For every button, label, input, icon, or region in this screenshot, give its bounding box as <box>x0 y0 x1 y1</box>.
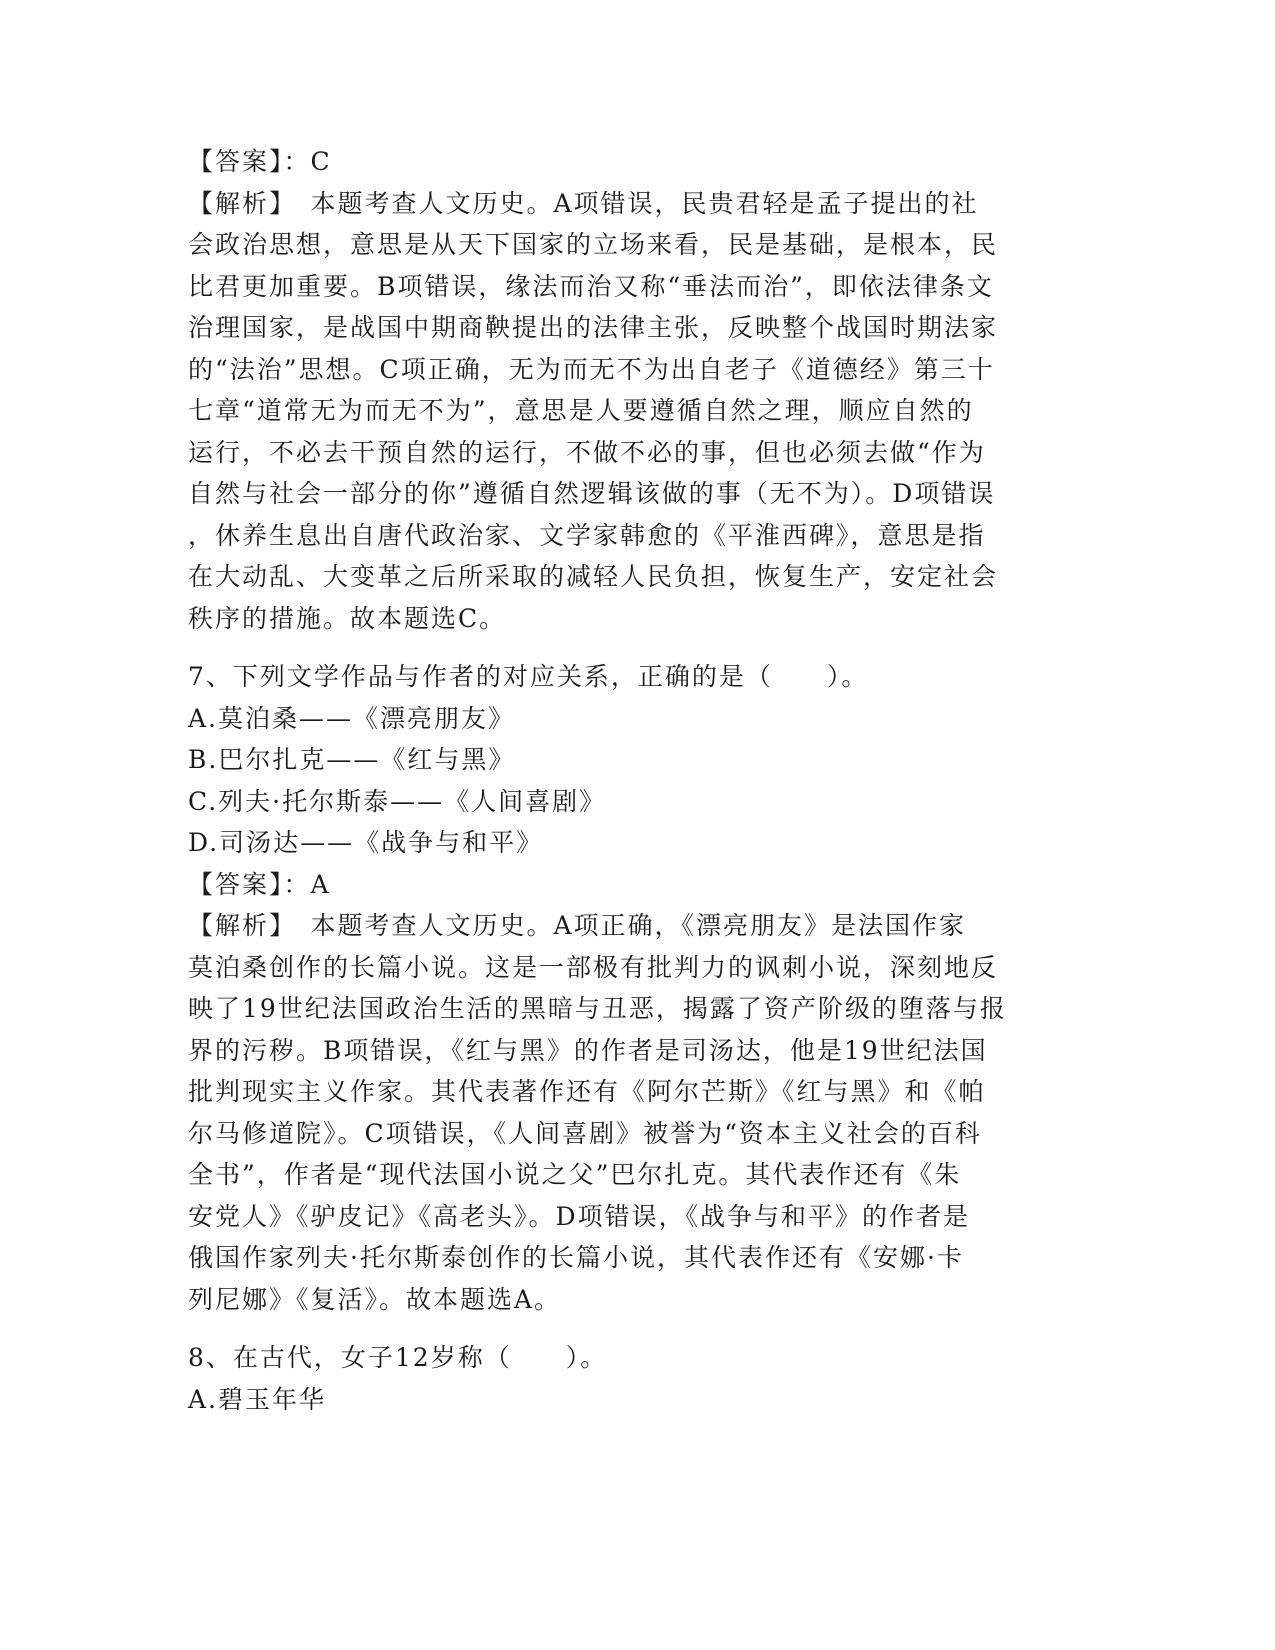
q7-explanation-line: 全书”，作者是“现代法国小说之父”巴尔扎克。其代表作还有《朱 <box>188 1160 962 1189</box>
q7-explanation-line: 列尼娜》《复活》。故本题选A。 <box>188 1284 562 1314</box>
q7-section <box>188 656 1088 1320</box>
q6-section <box>188 141 1088 639</box>
q7-explanation-line: 安党人》《驴皮记》《高老头》。D项错误，《战争与和平》的作者是 <box>188 1201 971 1231</box>
q8-section <box>188 1337 1088 1420</box>
q7-explanation-line: 尔马修道院》。C项错误，《人间喜剧》被誉为“资本主义社会的百科 <box>188 1118 982 1148</box>
q6-explanation-line: 【解析】 本题考查人文历史。A项错误，民贵君轻是孟子提出的社 <box>188 188 979 218</box>
q6-explanation-line: 会政治思想，意思是从天下国家的立场来看，民是基础，是根本，民 <box>188 230 999 259</box>
q7-option-c: C.列夫·托尔斯泰——《人间喜剧》 <box>188 786 607 816</box>
q6-explanation-line: 在大动乱、大变革之后所采取的减轻人民负担，恢复生产，安定社会 <box>188 562 999 591</box>
q6-explanation-line: 运行，不必去干预自然的运行，不做不必的事，但也必须去做“作为 <box>188 437 986 467</box>
q6-answer: 【答案】：C <box>188 147 332 176</box>
q7-explanation-line: 莫泊桑创作的长篇小说。这是一部极有批判力的讽刺小说，深刻地反 <box>188 952 999 982</box>
q7-explanation-line: 映了19世纪法国政治生活的黑暗与丑恶，揭露了资产阶级的堕落与报 <box>188 994 1007 1023</box>
q6-explanation-line: 比君更加重要。B项错误，缘法而治又称“垂法而治”，即依法律条文 <box>188 271 994 301</box>
q8-question: 8、在古代，女子12岁称（ ）。 <box>188 1343 608 1372</box>
q7-option-a: A.莫泊桑——《漂亮朋友》 <box>188 703 516 733</box>
q6-explanation-line: ，休养生息出自唐代政治家、文学家韩愈的《平淮西碑》，意思是指 <box>188 520 986 550</box>
q7-explanation-line: 【解析】 本题考查人文历史。A项正确，《漂亮朋友》是法国作家 <box>188 911 967 940</box>
q7-option-b: B.巴尔扎克——《红与黑》 <box>188 745 516 774</box>
q6-explanation-line: 自然与社会一部分的你”遵循自然逻辑该做的事（无不为）。D项错误 <box>188 479 996 508</box>
q6-explanation-line: 治理国家，是战国中期商鞅提出的法律主张，反映整个战国时期法家 <box>188 313 999 342</box>
q7-explanation-line: 俄国作家列夫·托尔斯泰创作的长篇小说，其代表作还有《安娜·卡 <box>188 1243 964 1272</box>
q6-explanation-line: 七章“道常无为而无不为”，意思是人要遵循自然之理，顺应自然的 <box>188 396 974 425</box>
q6-explanation-line: 的“法治”思想。C项正确，无为而无不为出自老子《道德经》第三十 <box>188 354 995 384</box>
q7-question: 7、下列文学作品与作者的对应关系，正确的是（ ）。 <box>188 662 869 691</box>
q8-option-a: A.碧玉年华 <box>188 1384 327 1414</box>
q6-explanation-line: 秩序的措施。故本题选C。 <box>188 603 507 633</box>
q7-option-d: D.司汤达——《战争与和平》 <box>188 828 544 857</box>
q7-explanation-line: 批判现实主义作家。其代表著作还有《阿尔芒斯》《红与黑》和《帕 <box>188 1077 986 1106</box>
q7-answer: 【答案】：A <box>188 869 331 899</box>
q7-explanation-line: 界的污秽。B项错误，《红与黑》的作者是司汤达，他是19世纪法国 <box>188 1035 988 1065</box>
